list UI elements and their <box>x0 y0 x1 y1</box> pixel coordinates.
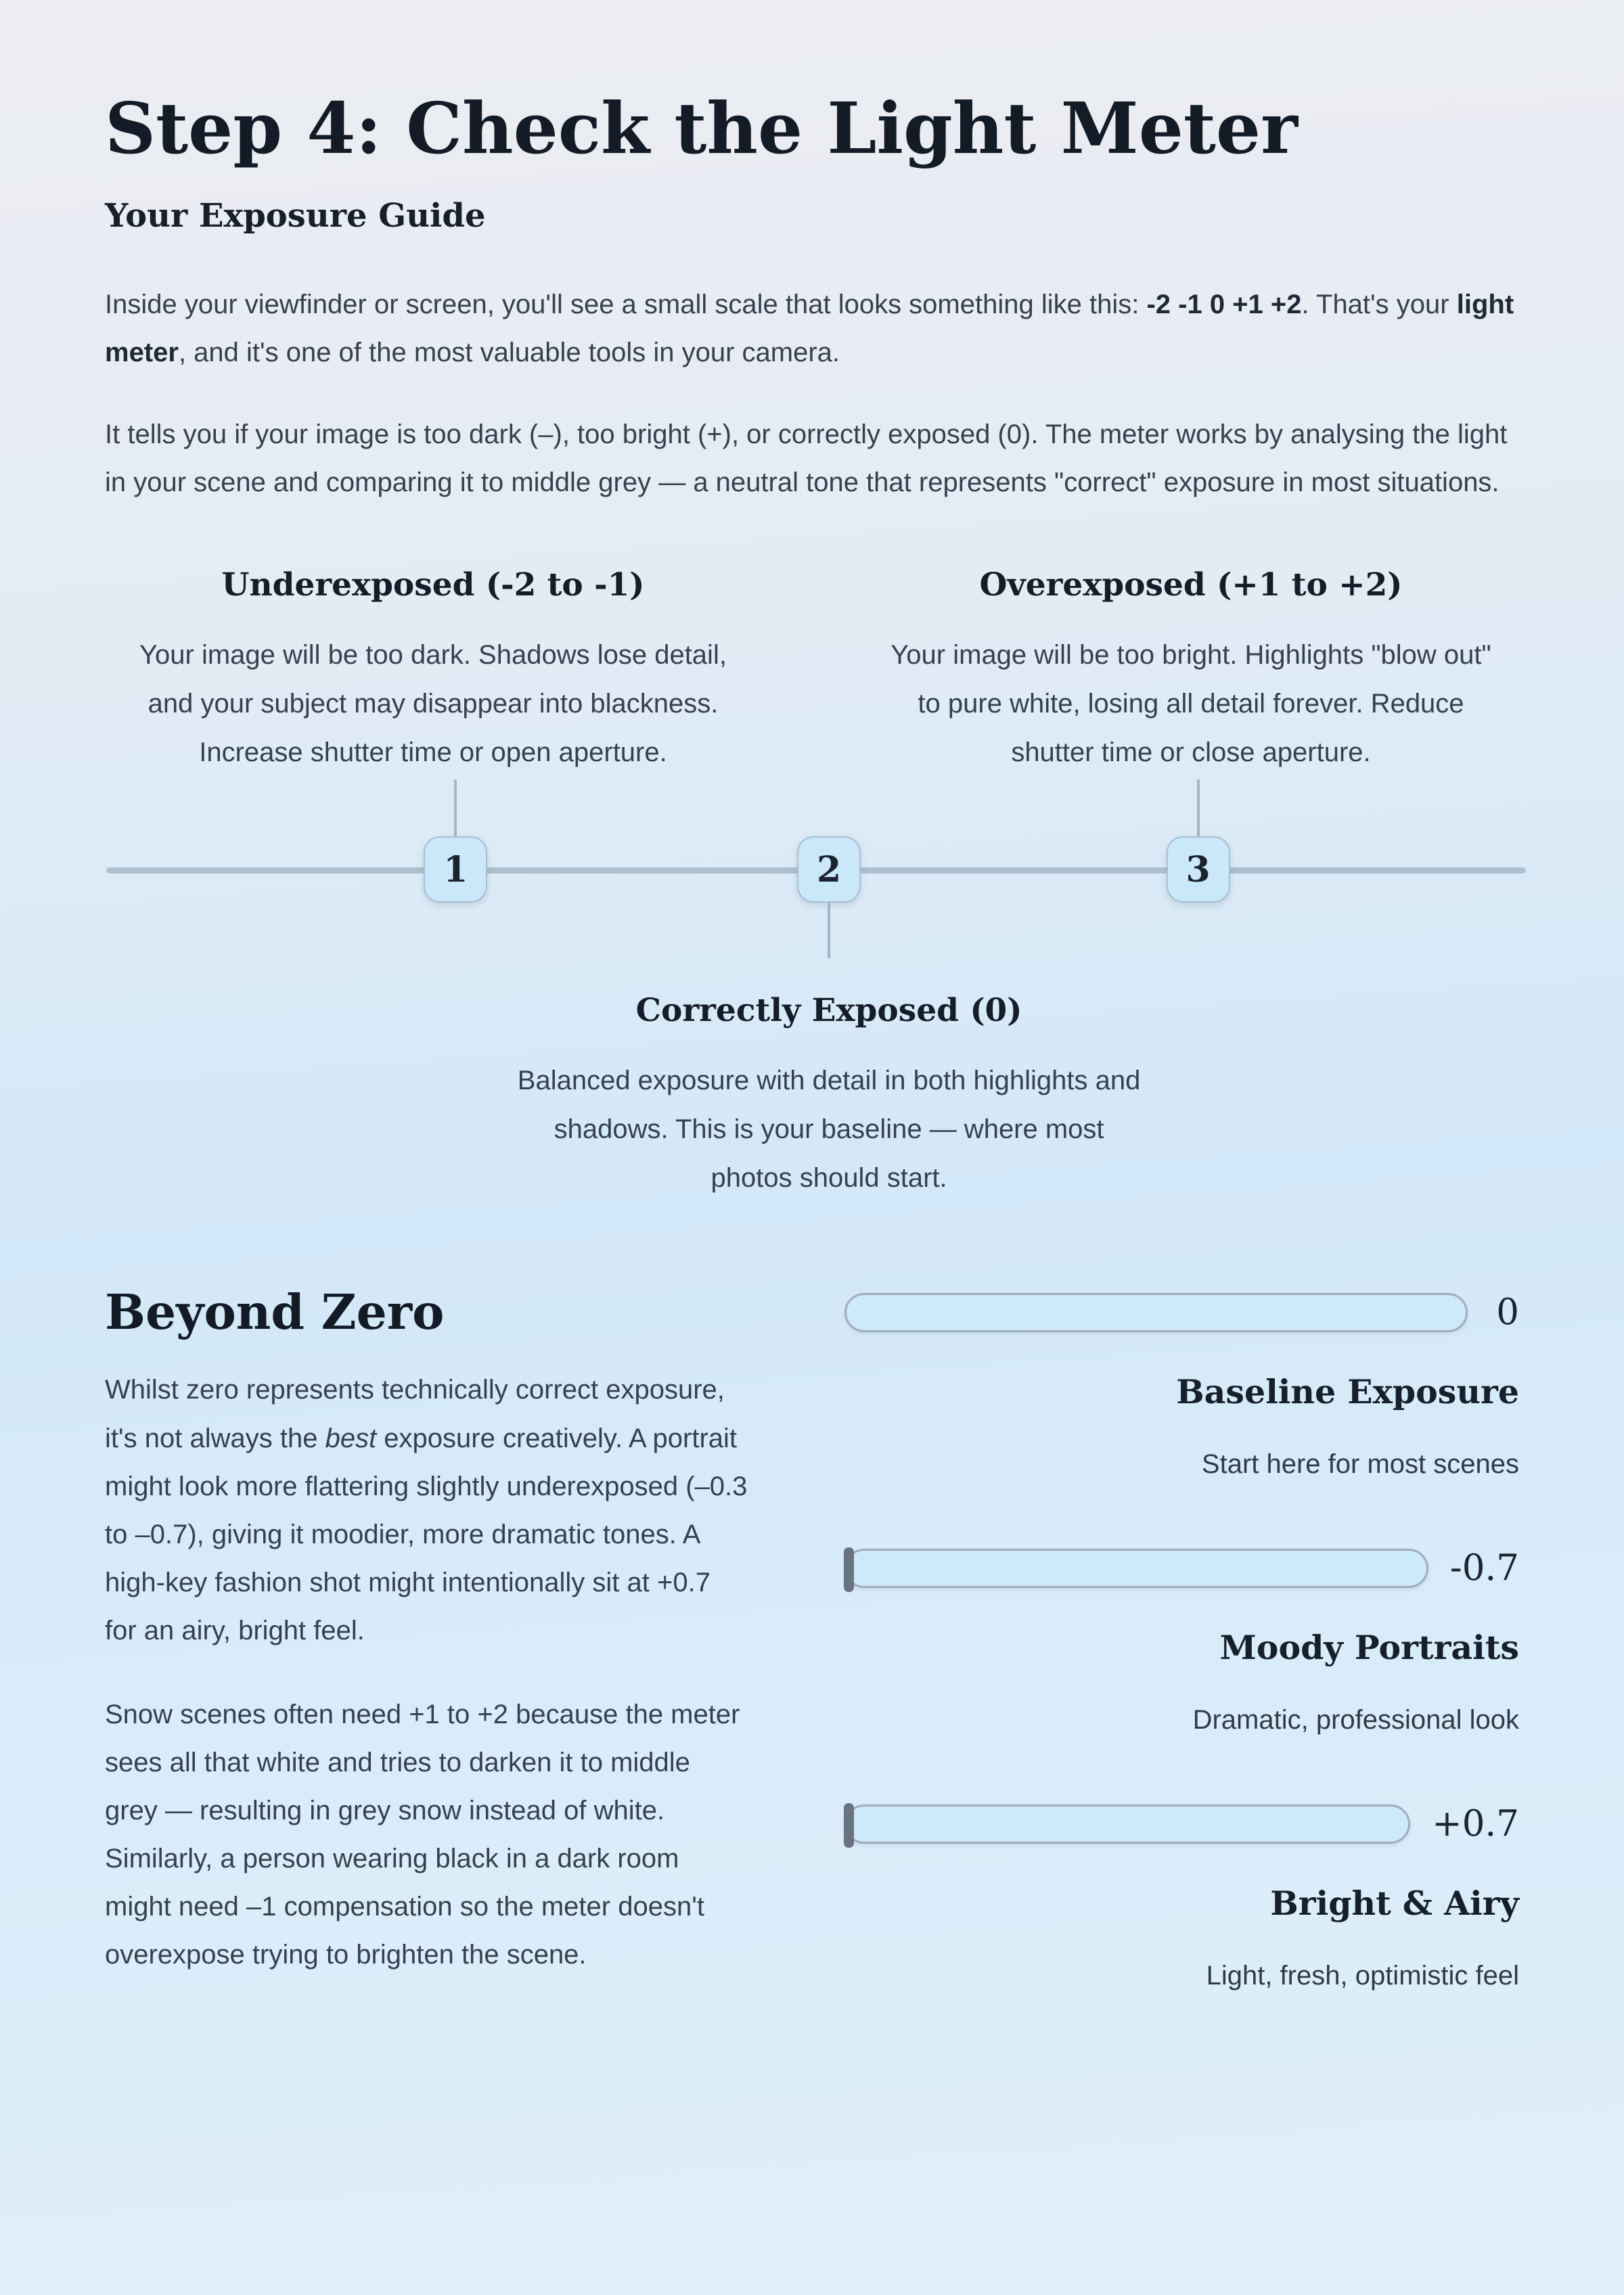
beyond-p1-pre: Whilst zero represents technically correct exposure, it's not always the <box>105 1375 725 1453</box>
timeline-badge-1: 1 <box>424 836 487 903</box>
overexposed-title: Overexposed (+1 to +2) <box>979 566 1403 604</box>
correctly-exposed-body: Balanced exposure with detail in both highlights and shadows. This is your baseline — where most photos should start. <box>517 1066 1141 1194</box>
meter-baseline-exposure <box>844 1292 1520 1480</box>
moody-portraits-value: -0.7 <box>1449 1547 1519 1589</box>
beyond-zero-section <box>105 1283 1519 2059</box>
beyond-p1-post: exposure creatively. A portrait might look more flattering slightly underexposed (–0.3 to –0.7), giving it moodier, more dramatic tones. A high-key fashion shot might intentionally sit at +0.7 for an airy, bright feel. <box>105 1423 748 1646</box>
intro-p1-pre: Inside your viewfinder or screen, you'll see a small scale that looks something like this: <box>105 289 1147 319</box>
meter-row <box>844 1803 1520 1844</box>
meter-scale-text: -2 -1 0 +1 +2 <box>1146 289 1302 319</box>
bright-airy-title: Bright & Airy <box>1270 1884 1519 1924</box>
moody-portraits-caption: Dramatic, professional look <box>1192 1705 1519 1735</box>
intro-paragraph-2: It tells you if your image is too dark (–), too bright (+), or correctly exposed (0). The meter works by analysing the light in your scene and comparing it to middle grey — a neutral tone that represents "correct" exposure in most situations. <box>105 419 1508 498</box>
exposure-meters-column <box>844 1283 1520 2059</box>
overexposed-body: Your image will be too bright. Highlights "blow out" to pure white, losing all detail forever. Reduce shutter time or close aperture. <box>890 640 1491 768</box>
beyond-p1-italic: best <box>325 1423 377 1453</box>
zone-underexposed <box>105 566 761 777</box>
meter-bright-airy <box>844 1803 1520 1991</box>
moody-portraits-slider[interactable] <box>844 1549 1428 1588</box>
light-meter-term: light meter <box>105 289 1514 367</box>
meter-moody-portraits <box>844 1547 1520 1735</box>
beyond-zero-paragraph-1 <box>105 1366 748 1655</box>
meter-row <box>844 1547 1520 1589</box>
slider-thumb[interactable] <box>844 1803 854 1848</box>
bright-airy-slider[interactable] <box>844 1804 1411 1844</box>
timeline <box>105 779 1519 959</box>
bright-airy-caption: Light, fresh, optimistic feel <box>1206 1961 1519 1991</box>
baseline-exposure-slider[interactable] <box>844 1293 1468 1332</box>
timeline-badge-3: 3 <box>1167 836 1230 903</box>
slider-thumb[interactable] <box>844 1547 854 1592</box>
timeline-badge-2: 2 <box>797 836 861 903</box>
beyond-zero-paragraph-2: Snow scenes often need +1 to +2 because the meter sees all that white and tries to darken it to middle grey — resulting in grey snow instead of white. Similarly, a person wearing black in a dark room might need –1 compensation so the meter doesn't overexpose trying to brighten the scene. <box>105 1699 740 1970</box>
zone-correctly-exposed <box>470 992 1188 1202</box>
timeline-stem-up-3 <box>1197 779 1200 836</box>
intro-section <box>105 281 1519 507</box>
zone-overexposed <box>863 566 1519 777</box>
beyond-zero-title: Beyond Zero <box>105 1283 445 1341</box>
page-subtitle: Your Exposure Guide <box>105 196 486 235</box>
timeline-stem-up-1 <box>454 779 457 836</box>
underexposed-body: Your image will be too dark. Shadows lose detail, and your subject may disappear into blackness. Increase shutter time or open aperture. <box>139 640 727 768</box>
underexposed-title: Underexposed (-2 to -1) <box>221 566 645 604</box>
bright-airy-value: +0.7 <box>1432 1803 1519 1845</box>
beyond-zero-text-column <box>105 1283 780 2059</box>
correctly-exposed-title: Correctly Exposed (0) <box>635 992 1022 1030</box>
exposure-zones <box>105 566 1519 777</box>
intro-p1-mid: . That's your <box>1301 289 1457 319</box>
intro-p1-post: , and it's one of the most valuable tools in your camera. <box>178 337 840 367</box>
moody-portraits-title: Moody Portraits <box>1219 1628 1519 1668</box>
meter-row <box>844 1292 1520 1333</box>
page-title: Step 4: Check the Light Meter <box>105 87 1298 170</box>
timeline-stem-down-2 <box>828 903 830 958</box>
baseline-exposure-caption: Start here for most scenes <box>1201 1449 1519 1480</box>
baseline-exposure-value: 0 <box>1496 1292 1519 1334</box>
intro-paragraph-1 <box>105 281 1519 377</box>
baseline-exposure-title: Baseline Exposure <box>1176 1372 1519 1412</box>
